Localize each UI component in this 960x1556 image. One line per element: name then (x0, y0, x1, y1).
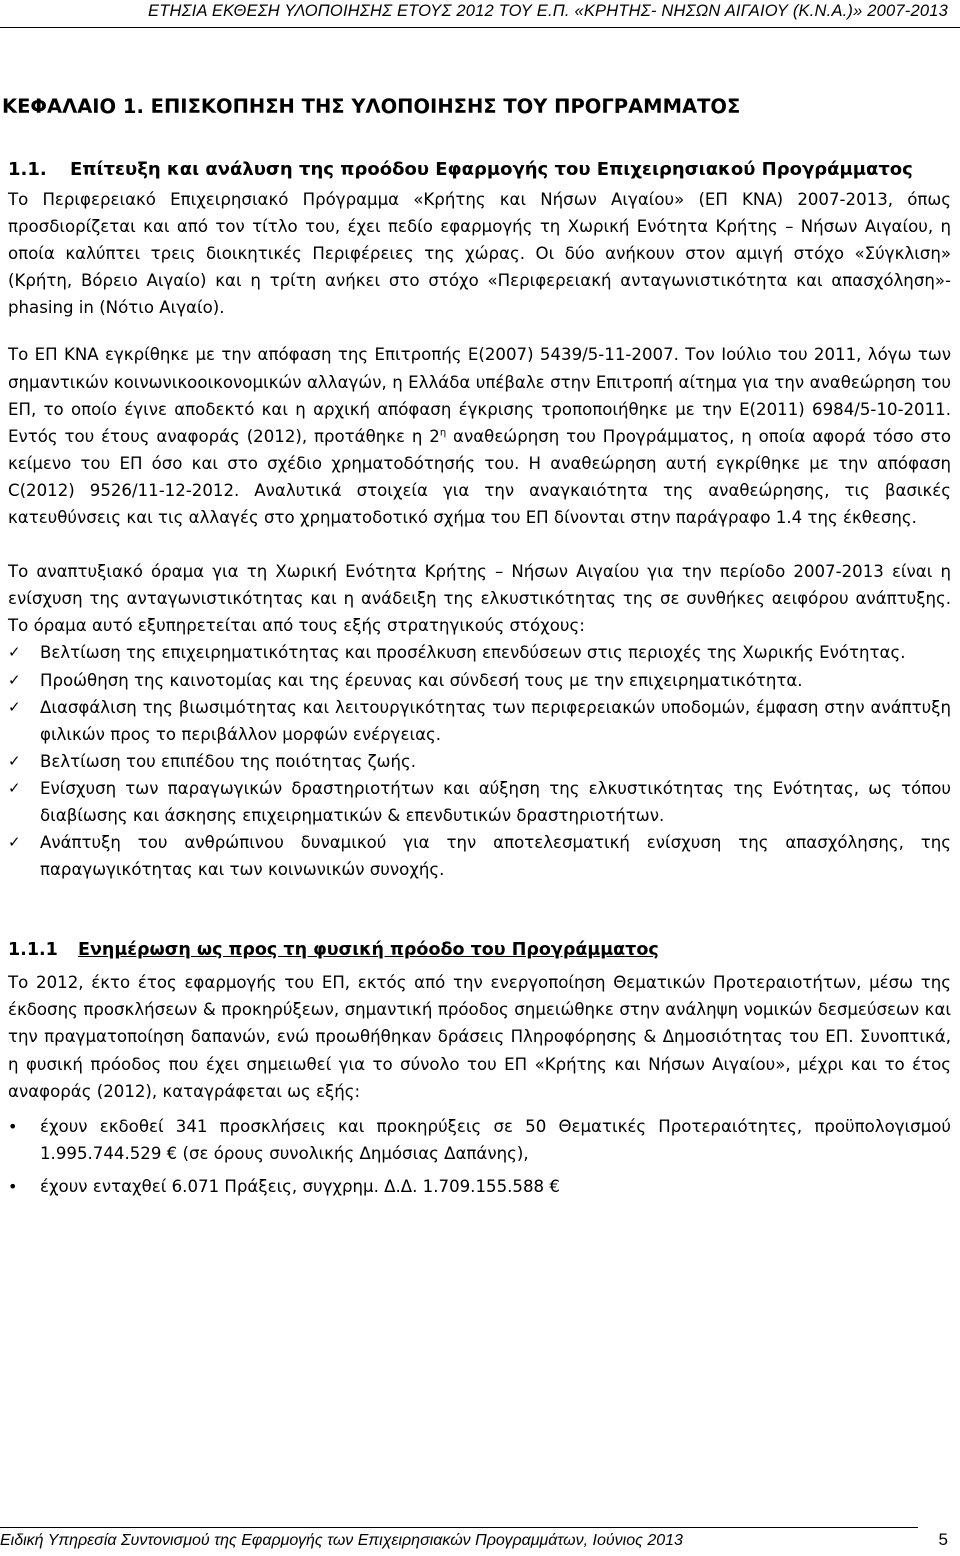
list-item (8, 829, 951, 883)
page-content (2, 95, 952, 1206)
bullet-icon: • (8, 1116, 18, 1136)
section-title: Επίτευξη και ανάλυση της προόδου Εφαρμογής του Επιχειρησιακού Προγράμματος (70, 159, 913, 180)
paragraph-physical-progress: Το 2012, έκτο έτος εφαρμογής του ΕΠ, εκτός από την ενεργοποίηση Θεματικών Προτεραιοτήτων, μέσω της έκδοσης προσκλήσεων & προκηρύξεων, σημαντική πρόοδος σημειώθηκε στην ανάληψη νομικών δεσμεύσεων και την πραγματοποίηση δαπανών, ενώ προωθήθηκαν δράσεις Πληροφόρησης & Δημοσιότητας του ΕΠ. Συνοπτικά, η φυσική πρόοδος που έχει σημειωθεί για το σύνολο του ΕΠ «Κρήτης και Νήσων Αιγαίου», μέχρι και το έτος αναφοράς (2012), καταγράφεται ως εξής: (8, 973, 951, 1101)
goal-text: Βελτίωση της επιχειρηματικότητας και προσέλκυση επενδύσεων στις περιοχές της Χωρικής Ενότητας. (40, 643, 906, 663)
list-item (8, 667, 951, 694)
goal-text: Βελτίωση του επιπέδου της ποιότητας ζωής. (40, 751, 417, 771)
checkmark-icon: ✓ (8, 643, 21, 662)
progress-text: έχουν ενταχθεί 6.071 Πράξεις, συγχρημ. Δ.Δ. 1.709.155.588 € (40, 1176, 560, 1196)
checkmark-icon: ✓ (8, 697, 21, 716)
bullet-icon: • (8, 1176, 18, 1196)
running-header (0, 0, 960, 28)
list-item (8, 775, 951, 829)
page-number: 5 (938, 1530, 948, 1549)
strategic-goals-list (8, 639, 951, 883)
goal-text: Ενίσχυση των παραγωγικών δραστηριοτήτων και αύξηση της ελκυστικότητας της Ενότητας, ως τόπου διαβίωσης και άσκησης επιχειρηματικών & επενδυτικών δραστηριοτήτων. (40, 778, 951, 825)
paragraph-program-approval (8, 341, 951, 531)
list-item (8, 639, 951, 666)
footer-divider (0, 1527, 918, 1528)
chapter-title: ΚΕΦΑΛΑΙΟ 1. ΕΠΙΣΚΟΠΗΣΗ ΤΗΣ ΥΛΟΠΟΙΗΣΗΣ ΤΟΥ ΠΡΟΓΡΑΜΜΑΤΟΣ (2, 95, 741, 118)
progress-text: έχουν εκδοθεί 341 προσκλήσεις και προκηρύξεις σε 50 Θεματικές Προτεραιότητες, προϋπολογισμού 1.995.744.529 € (σε όρους συνολικής Δημόσιας Δαπάνης), (40, 1116, 951, 1163)
subsection-number: 1.1.1 (8, 940, 58, 961)
list-item (8, 1113, 951, 1167)
section-heading (8, 153, 951, 186)
paragraph-development-vision: Το αναπτυξιακό όραμα για τη Χωρική Ενότητα Κρήτης – Νήσων Αιγαίου για την περίοδο 2007-2013 είναι η ενίσχυση της ανταγωνιστικότητας και η ανάδειξη της ελκυστικότητας της σε συνθήκες αειφόρου ανάπτυξης. Το όραμα αυτό εξυπηρετείται από τους εξής στρατηγικούς στόχους: (8, 562, 951, 636)
paragraph-program-scope: Το Περιφερειακό Επιχειρησιακό Πρόγραμμα «Κρήτης και Νήσων Αιγαίου» (ΕΠ ΚΝΑ) 2007-2013, όπως προσδιορίζεται και από τον τίτλο του, έχει πεδίο εφαρμογής τη Χωρική Ενότητα Κρήτης – Νήσων Αιγαίου, η οποία καλύπτει τρεις διοικητικές Περιφέρειες της χώρας. Οι δύο ανήκουν στον αμιγή στόχο «Σύγκλιση» (Κρήτη, Βόρειο Αιγαίο) και η τρίτη ανήκει στο στόχο «Περιφερειακή ανταγωνιστικότητα και απασχόληση»-phasing in (Νότιο Αιγαίο). (8, 190, 951, 318)
list-item (8, 694, 951, 748)
ordinal-superscript: η (439, 427, 447, 439)
section-number: 1.1. (8, 159, 47, 180)
checkmark-icon: ✓ (8, 778, 21, 797)
goal-text: Διασφάλιση της βιωσιμότητας και λειτουργικότητας των περιφερειακών υποδομών, έμφαση στην ανάπτυξη φιλικών προς το περιβάλλον μορφών ενέργειας. (40, 697, 951, 744)
page-footer (0, 1522, 960, 1556)
list-item (8, 748, 951, 775)
checkmark-icon: ✓ (8, 670, 21, 689)
paragraph-approval-text-b: αναθεώρηση του Προγράμματος, η οποία αφορά τόσο στο κείμενο του ΕΠ όσο και στο σχέδιο χρηματοδότησής του. Η αναθεώρηση αυτή εγκρίθηκε με την απόφαση C(2012) 9526/11-12-2012. Αναλυτικά στοιχεία για την αναγκαιότητα της αναθεώρησης, τις βασικές κατευθύνσεις και τις αλλαγές στο χρηματοδοτικό σχήμα του ΕΠ δίνονται στην παράγραφο 1.4 της έκθεσης. (8, 426, 952, 528)
list-item (8, 1173, 951, 1200)
checkmark-icon: ✓ (8, 833, 21, 852)
paragraph-approval-text-a: Το ΕΠ ΚΝΑ εγκρίθηκε με την απόφαση της Επιτροπής Ε(2007) 5439/5-11-2007. Τον Ιούλιο του 2011, λόγω των σημαντικών κοινωνικοοικονομικών αλλαγών, η Ελλάδα υπέβαλε στην Επιτροπή αίτημα για την αναθεώρηση του ΕΠ, το οποίο έγινε αποδεκτό και η αρχική απόφαση έγκρισης τροποποιήθηκε με την Ε(2011) 6984/5-10-2011. Εντός του έτους αναφοράς (2012), προτάθηκε η 2 (8, 345, 951, 446)
subsection-heading (8, 935, 951, 965)
progress-list (8, 1113, 951, 1200)
subsection-title: Ενημέρωση ως προς τη φυσική πρόοδο του Προγράμματος (78, 940, 659, 961)
goal-text: Προώθηση της καινοτομίας και της έρευνας και σύνδεσή τους με την επιχειρηματικότητα. (40, 670, 803, 690)
checkmark-icon: ✓ (8, 751, 21, 770)
goal-text: Ανάπτυξη του ανθρώπινου δυναμικού για την αποτελεσματική ενίσχυση της απασχόλησης, της παραγωγικότητας και των κοινωνικών συνοχής. (40, 833, 951, 880)
footer-text: Ειδική Υπηρεσία Συντονισμού της Εφαρμογής των Επιχειρησιακών Προγραμμάτων, Ιούνιος 2013 (0, 1532, 683, 1549)
running-header-title: ΕΤΗΣΙΑ ΕΚΘΕΣΗ ΥΛΟΠΟΙΗΣΗΣ ΕΤΟΥΣ 2012 ΤΟΥ Ε.Π. «ΚΡΗΤΗΣ- ΝΗΣΩΝ ΑΙΓΑΙΟΥ (Κ.Ν.Α.)» 2007-2013 (148, 2, 948, 20)
